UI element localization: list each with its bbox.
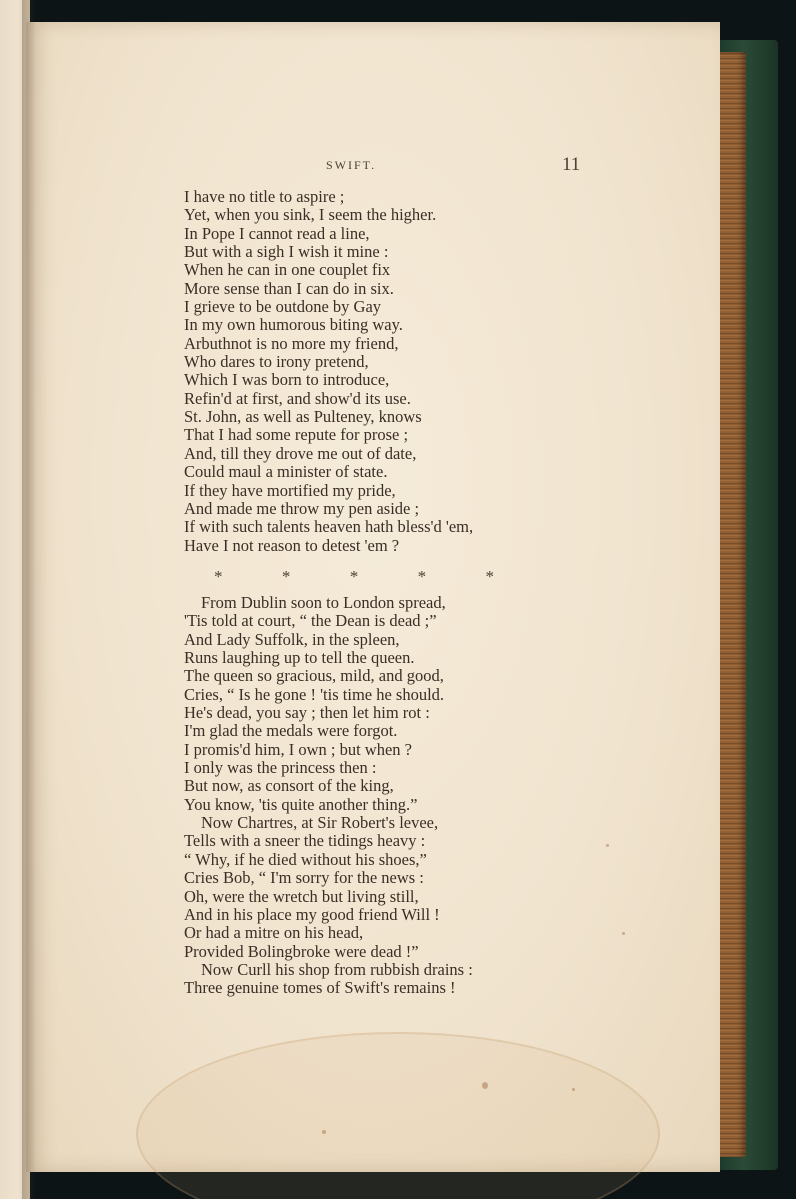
running-head: [26, 154, 720, 178]
verse-line: Tells with a sneer the tidings heavy :: [184, 831, 426, 851]
foxing-spot: [622, 932, 625, 935]
verse-line: Three genuine tomes of Swift's remains !: [184, 978, 456, 998]
verse-line: Yet, when you sink, I seem the higher.: [184, 205, 437, 225]
verse-line: And Lady Suffolk, in the spleen,: [184, 629, 400, 649]
gilt-page-edges: [716, 52, 746, 1157]
verse-line: I promis'd him, I own ; but when ?: [184, 739, 412, 759]
asterisk: *: [485, 567, 494, 586]
asterisk: *: [214, 567, 223, 586]
asterism-divider: [214, 567, 494, 587]
verse-line: I only was the princess then :: [184, 758, 377, 778]
verse-line: I'm glad the medals were forgot.: [184, 721, 398, 741]
foxing-spot: [572, 1088, 575, 1091]
asterisk: *: [417, 567, 427, 586]
verse-line: Now Chartres, at Sir Robert's levee,: [201, 813, 439, 833]
verse-line: Refin'd at first, and show'd its use.: [184, 388, 411, 408]
foxing-spot: [606, 844, 609, 847]
verse-line: You know, 'tis quite another thing.”: [184, 794, 418, 814]
verse-line: Have I not reason to detest 'em ?: [184, 535, 400, 555]
stanza-one: [184, 188, 473, 555]
verse-line: Runs laughing up to tell the queen.: [184, 648, 415, 668]
verse-line: And made me throw my pen aside ;: [184, 498, 420, 518]
verse-line: 'Tis told at court, “ the Dean is dead ;”: [184, 611, 437, 631]
verse-line: St. John, as well as Pulteney, knows: [184, 407, 422, 427]
verse-line: That I had some repute for prose ;: [184, 425, 409, 445]
verse-line: If they have mortified my pride,: [184, 480, 396, 500]
verse-line: If with such talents heaven hath bless'd 'em,: [184, 517, 474, 537]
verse-line: Arbuthnot is no more my friend,: [184, 333, 399, 353]
verse-line: And in his place my good friend Will !: [184, 904, 440, 924]
asterisk: *: [349, 567, 359, 586]
verse-line: He's dead, you say ; then let him rot :: [184, 703, 430, 723]
verse-line: Which I was born to introduce,: [184, 370, 390, 390]
foxing-spot: [322, 1130, 326, 1134]
verse-line: In my own humorous biting way.: [184, 315, 403, 335]
verse-line: In Pope I cannot read a line,: [184, 223, 370, 243]
verse-line: I grieve to be outdone by Gay: [184, 297, 382, 317]
verse-line: And, till they drove me out of date,: [184, 443, 417, 463]
stanza-two: [184, 594, 473, 998]
verse-line: I have no title to aspire ;: [184, 187, 345, 206]
verse-line: Cries Bob, “ I'm sorry for the news :: [184, 868, 424, 888]
verse-line: Oh, were the wretch but living still,: [184, 886, 419, 906]
page-number: 11: [562, 154, 581, 175]
verse-line: From Dublin soon to London spread,: [201, 593, 446, 612]
book-page: [26, 22, 720, 1172]
verse-line: Provided Bolingbroke were dead !”: [184, 941, 419, 961]
verse-line: When he can in one couplet fix: [184, 260, 391, 280]
verse-line: Or had a mitre on his head,: [184, 923, 364, 943]
verse-line: Now Curll his shop from rubbish drains :: [201, 959, 473, 979]
asterisk: *: [281, 567, 291, 586]
verse-line: The queen so gracious, mild, and good,: [184, 666, 444, 686]
verse-line: But with a sigh I wish it mine :: [184, 242, 389, 262]
foxing-spot: [482, 1082, 488, 1089]
verse-line: More sense than I can do in six.: [184, 278, 394, 298]
page-gutter-shadow: [22, 0, 36, 1199]
verse-line: Could maul a minister of state.: [184, 462, 388, 482]
running-head-title: SWIFT.: [326, 158, 377, 172]
verse-line: Cries, “ Is he gone ! 'tis time he should.: [184, 684, 445, 704]
verse-line: But now, as consort of the king,: [184, 776, 394, 796]
water-stain: [136, 1032, 660, 1199]
verse-line: “ Why, if he died without his shoes,”: [184, 849, 427, 869]
verse-line: Who dares to irony pretend,: [184, 352, 369, 372]
